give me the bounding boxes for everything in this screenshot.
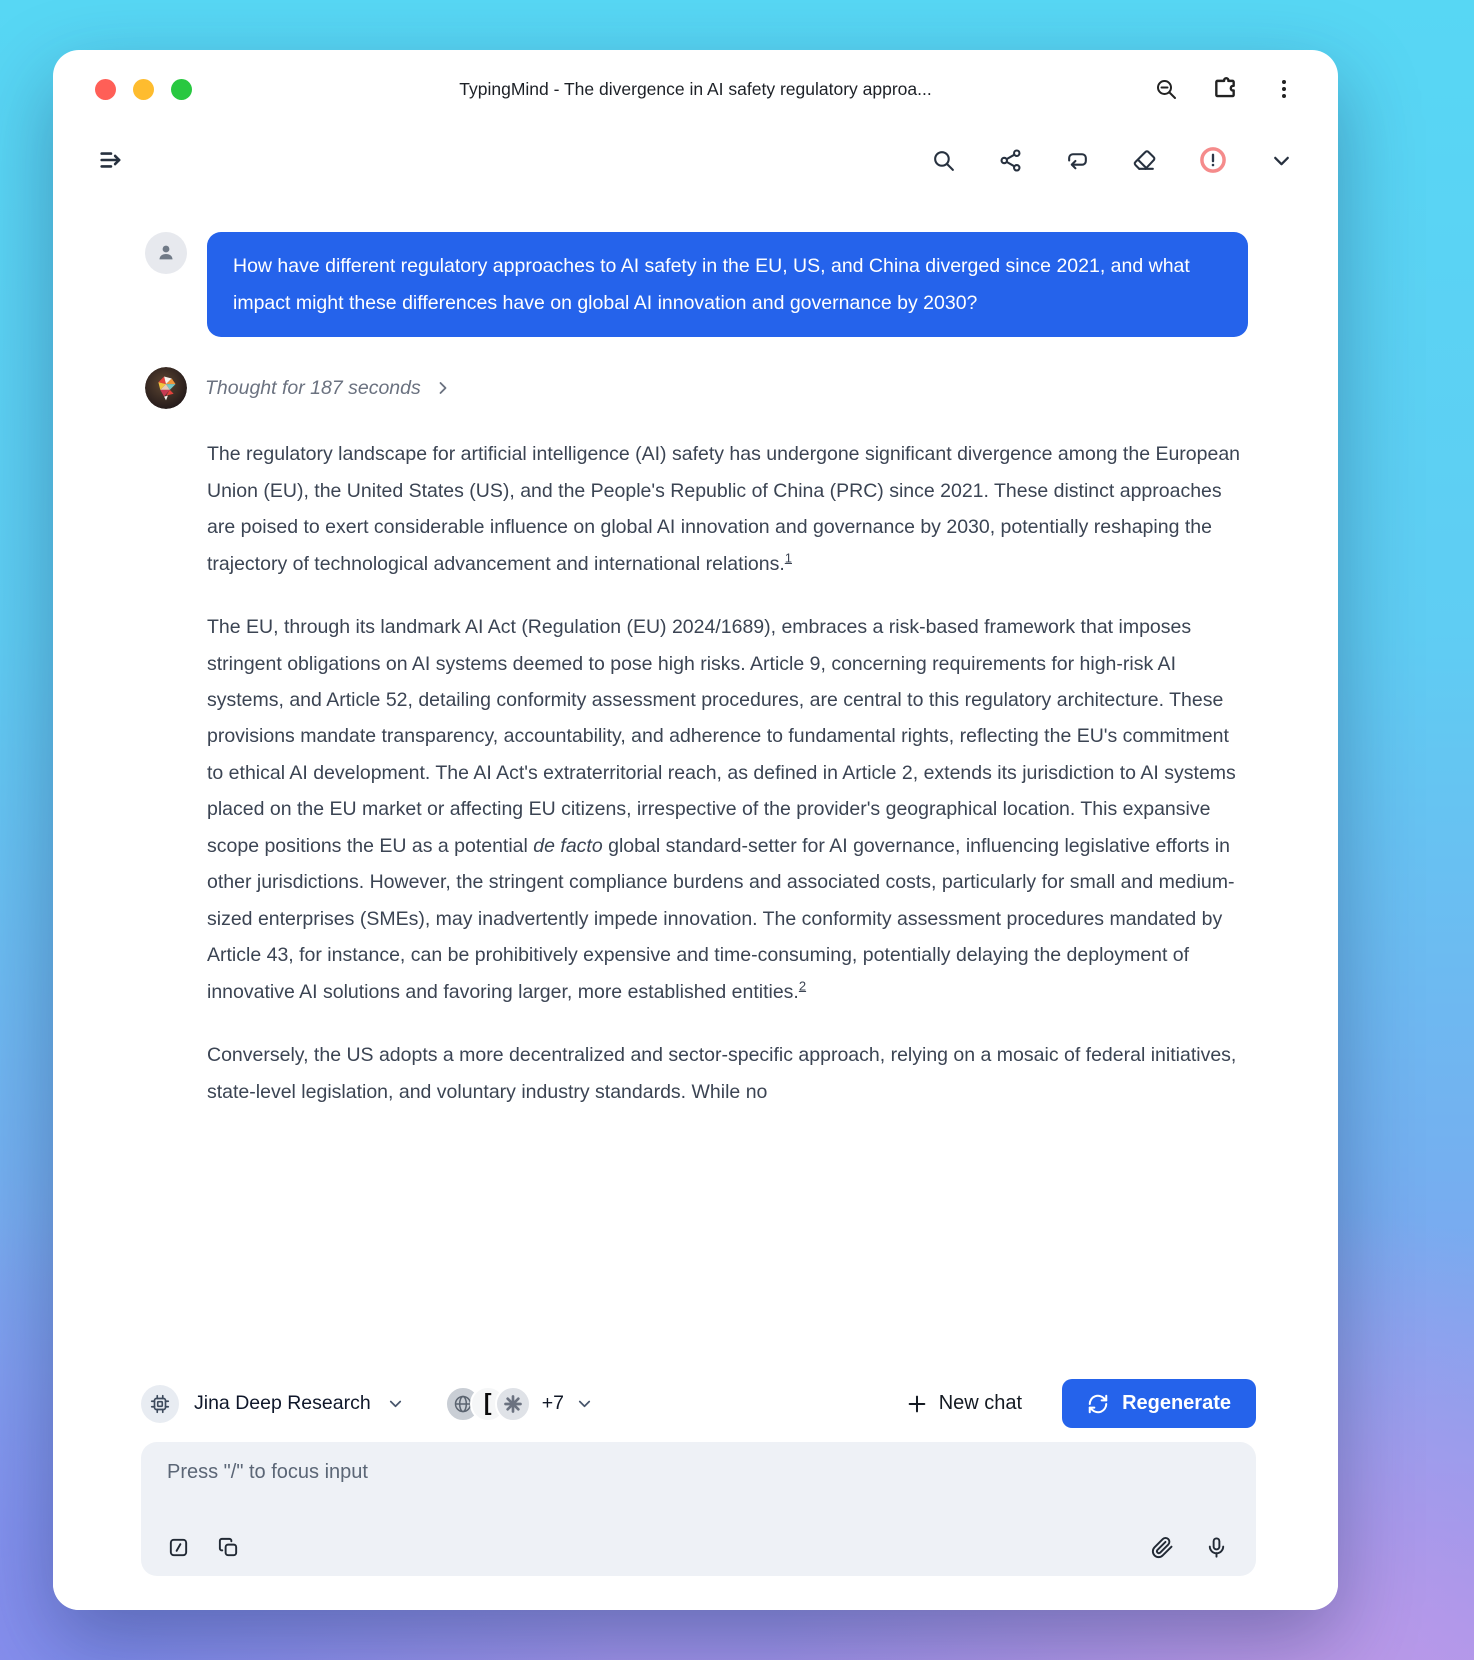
share-icon bbox=[998, 148, 1023, 173]
plus-icon bbox=[906, 1393, 928, 1415]
assistant-paragraph bbox=[207, 1037, 1248, 1110]
thought-label: Thought for 187 seconds bbox=[205, 376, 421, 399]
chevron-down-icon bbox=[386, 1394, 405, 1413]
extensions-button[interactable] bbox=[1212, 76, 1238, 102]
voice-input-button[interactable] bbox=[1205, 1536, 1228, 1559]
search-chat-button[interactable] bbox=[931, 148, 956, 173]
user-message-row bbox=[145, 232, 1248, 337]
app-window bbox=[53, 50, 1338, 1610]
copy-button[interactable] bbox=[217, 1536, 240, 1559]
extensions-puzzle-icon bbox=[1212, 76, 1238, 102]
models-dropdown[interactable] bbox=[445, 1386, 594, 1422]
share-chat-button[interactable] bbox=[998, 148, 1023, 173]
assistant-paragraphs bbox=[207, 436, 1248, 1110]
user-avatar bbox=[145, 232, 187, 274]
asterisk-icon bbox=[495, 1386, 531, 1422]
regenerate-label: Regenerate bbox=[1122, 1392, 1231, 1414]
window-controls bbox=[95, 79, 192, 100]
paragraph-text: global standard-setter for AI governance, influencing legislative efforts in other jurisdictions. However, the stringent compliance burdens and associated costs, particularly for small and medium-sized enterprises (SMEs), may inadvertently impede innovation. The conformity assessment procedures mandated by Article 43, for instance, can be prohibitively expensive and time-consuming, potentially delaying the deployment of innovative AI solutions and favoring larger, more established entities. bbox=[207, 834, 1235, 1003]
model-selector[interactable] bbox=[141, 1385, 405, 1423]
zoom-out-button[interactable] bbox=[1154, 77, 1178, 101]
paperclip-icon bbox=[1151, 1536, 1174, 1559]
window-title: TypingMind - The divergence in AI safety regulatory approa... bbox=[459, 78, 932, 99]
maximize-window-button[interactable] bbox=[171, 79, 192, 100]
assistant-paragraph bbox=[207, 609, 1248, 1010]
assistant-paragraph bbox=[207, 436, 1248, 582]
attach-file-button[interactable] bbox=[1151, 1536, 1174, 1559]
chevron-right-icon bbox=[433, 378, 453, 398]
refresh-icon bbox=[1087, 1393, 1109, 1415]
browser-menu-button[interactable] bbox=[1272, 77, 1296, 101]
minimize-window-button[interactable] bbox=[133, 79, 154, 100]
paragraph-text: The EU, through its landmark AI Act (Regulation (EU) 2024/1689), embraces a risk-based framework that imposes stringent obligations on AI systems deemed to pose high risks. Article 9, concerning requirements for high-risk AI systems, and Article 52, detailing conformity assessment procedures, are central to this regulatory architecture. These provisions mandate transparency, accountability, and adherence to fundamental rights, reflecting the EU's commitment to ethical AI development. The AI Act's extraterritorial reach, as defined in Article 2, extends its jurisdiction to AI systems placed on the EU market or affecting EU citizens, irrespective of the provider's geographical location. This expansive scope positions the EU as a potential bbox=[207, 616, 1236, 857]
resend-icon bbox=[1065, 148, 1090, 173]
footnote-link[interactable]: 2 bbox=[798, 978, 807, 994]
input-placeholder: Press "/" to focus input bbox=[167, 1461, 368, 1483]
more-models-count: +7 bbox=[541, 1392, 564, 1414]
chevron-down-icon bbox=[1269, 148, 1294, 173]
action-bar bbox=[141, 1379, 1256, 1428]
chip-icon bbox=[141, 1385, 179, 1423]
user-person-icon bbox=[154, 241, 178, 265]
chat-scroll-area[interactable] bbox=[53, 192, 1338, 1373]
sidebar-toggle-icon bbox=[97, 146, 125, 174]
assistant-avatar bbox=[145, 367, 187, 409]
new-chat-button[interactable] bbox=[906, 1392, 1022, 1415]
warning-button[interactable] bbox=[1199, 146, 1227, 174]
eraser-icon bbox=[1132, 148, 1157, 173]
kebab-menu-icon bbox=[1272, 77, 1296, 101]
message-input[interactable] bbox=[141, 1442, 1256, 1576]
alert-circle-icon bbox=[1199, 146, 1227, 174]
thought-toggle[interactable] bbox=[205, 377, 453, 400]
model-selector-label: Jina Deep Research bbox=[194, 1392, 371, 1414]
assistant-header-row bbox=[145, 367, 1248, 409]
italic-text: de facto bbox=[533, 834, 603, 857]
collapse-toolbar-button[interactable] bbox=[1269, 148, 1294, 173]
titlebar bbox=[53, 50, 1338, 128]
chat-toolbar bbox=[53, 128, 1338, 192]
zoom-out-icon bbox=[1154, 77, 1178, 101]
microphone-icon bbox=[1205, 1536, 1228, 1559]
footnote-link[interactable]: 1 bbox=[784, 550, 792, 566]
new-chat-label: New chat bbox=[938, 1392, 1023, 1414]
clear-chat-button[interactable] bbox=[1132, 148, 1157, 173]
sidebar-toggle-button[interactable] bbox=[97, 146, 125, 174]
model-avatars bbox=[445, 1386, 531, 1422]
brain-logo-icon bbox=[145, 367, 187, 409]
chevron-down-icon bbox=[575, 1394, 594, 1413]
resend-button[interactable] bbox=[1065, 148, 1090, 173]
close-window-button[interactable] bbox=[95, 79, 116, 100]
composer-area bbox=[53, 1373, 1338, 1610]
search-icon bbox=[931, 148, 956, 173]
prompt-slash-icon bbox=[167, 1536, 190, 1559]
regenerate-button[interactable] bbox=[1062, 1379, 1256, 1428]
paragraph-text: The regulatory landscape for artificial intelligence (AI) safety has undergone significant divergence among the European Union (EU), the United States (US), and the People's Republic of China (PRC) since 2021. These distinct approaches are poised to exert considerable influence on global AI innovation and governance by 2030, potentially reshaping the trajectory of technological advancement and international relations. bbox=[207, 443, 1241, 575]
prompt-library-button[interactable] bbox=[167, 1536, 190, 1559]
bracket-icon: [ bbox=[470, 1386, 506, 1422]
paragraph-text: Conversely, the US adopts a more decentralized and sector-specific approach, relying on a mosaic of federal initiatives, state-level legislation, and voluntary industry standards. While no bbox=[207, 1044, 1237, 1103]
copy-icon bbox=[217, 1536, 240, 1559]
user-message-bubble: How have different regulatory approaches to AI safety in the EU, US, and China diverged since 2021, and what impact might these differences have on global AI innovation and governance by 2030? bbox=[207, 232, 1248, 337]
